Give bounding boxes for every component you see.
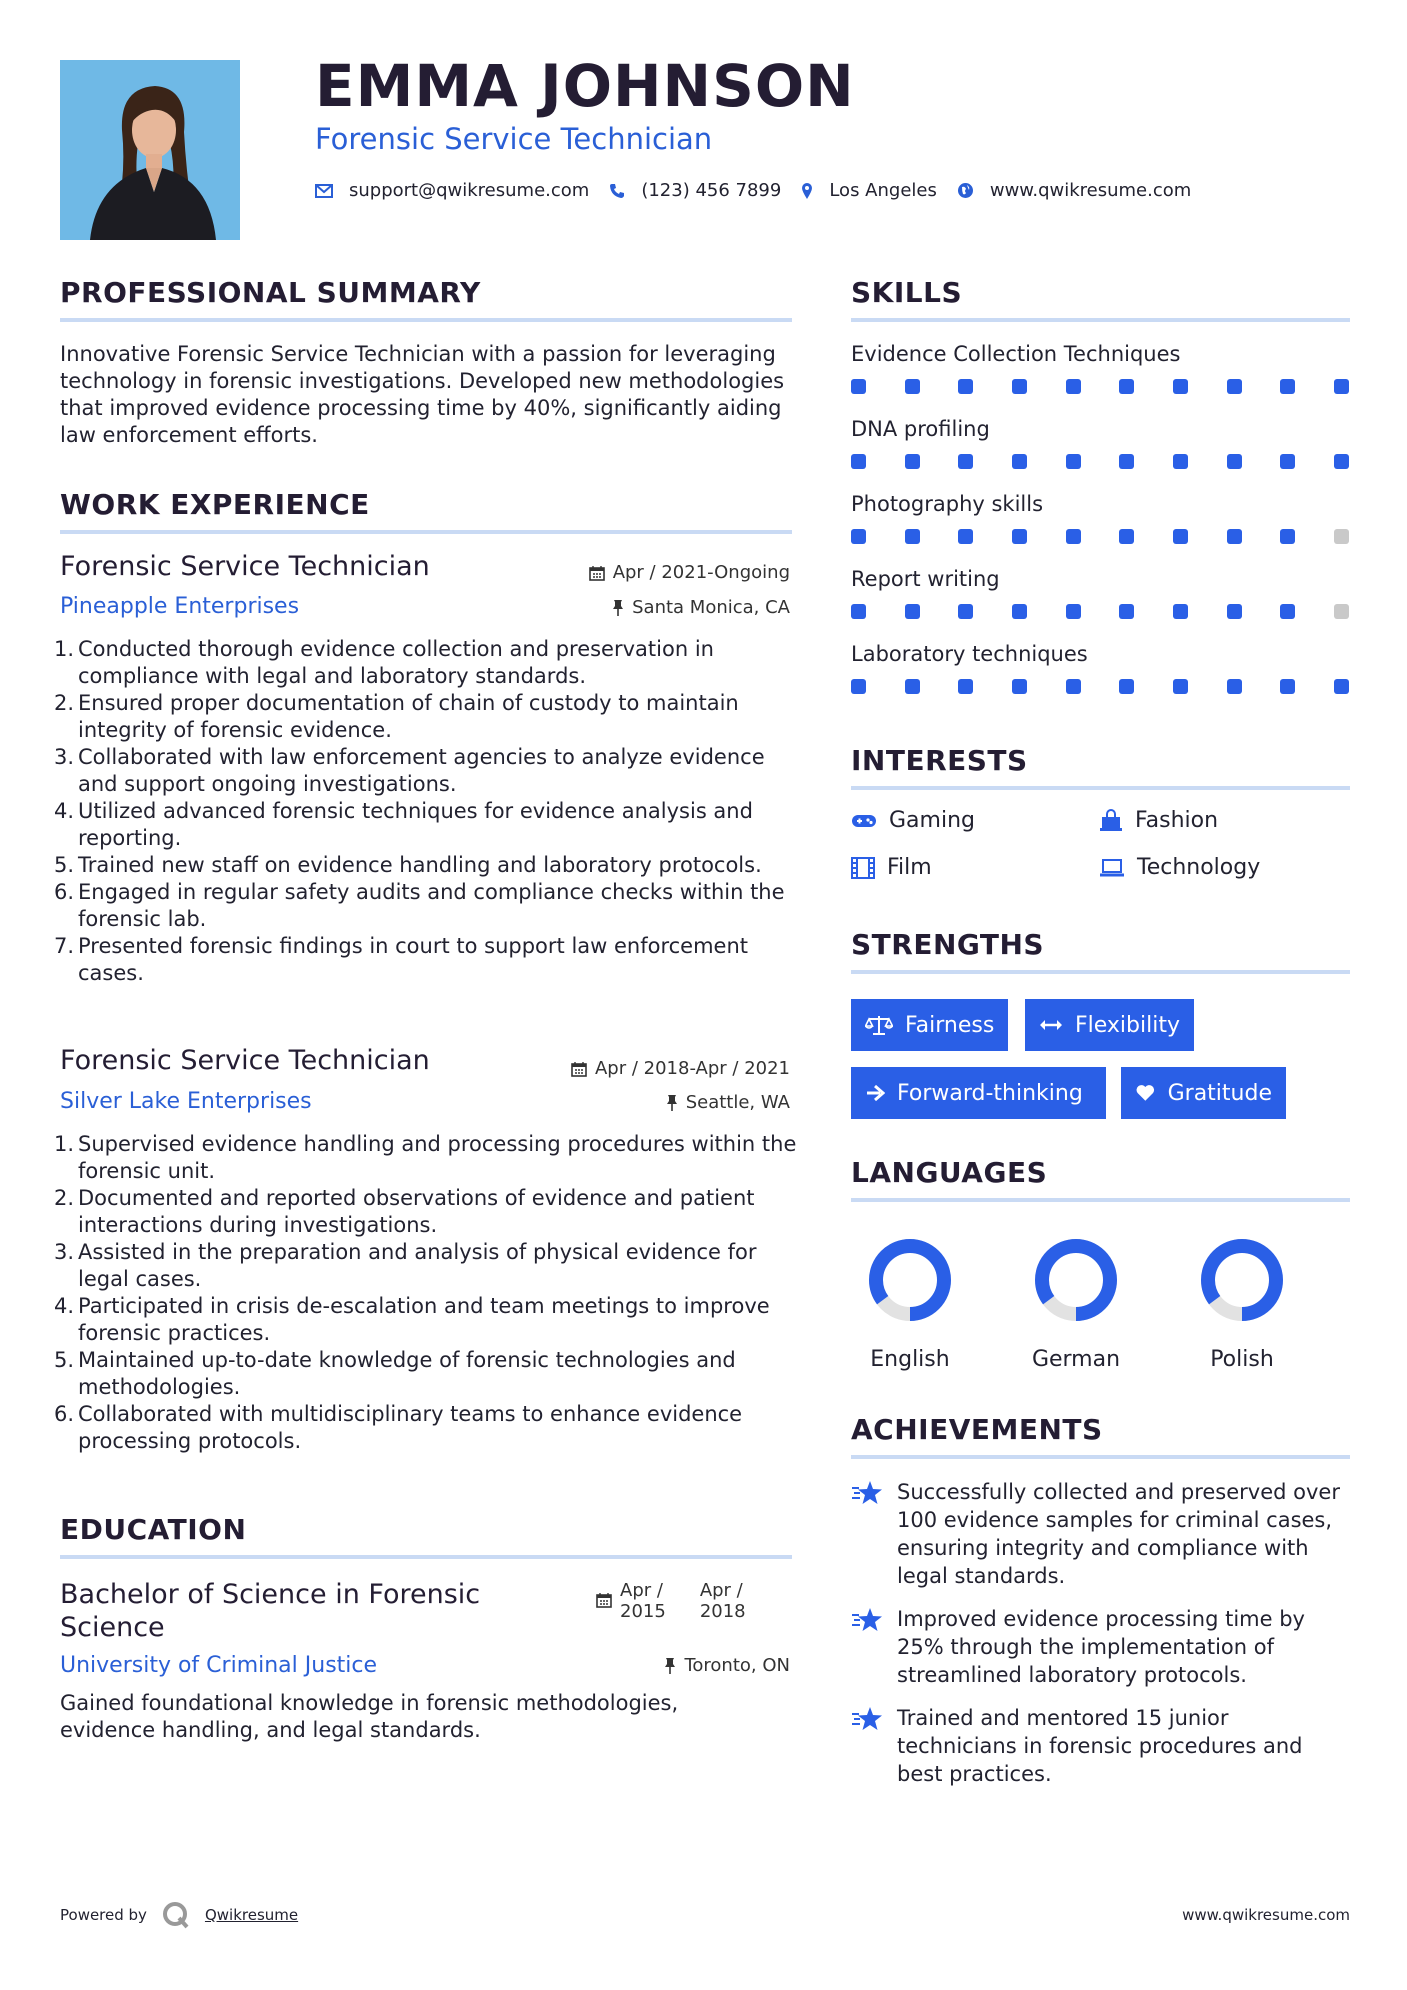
end-year: 2018	[699, 1601, 746, 1622]
skill-dot-filled	[851, 379, 866, 394]
summary-divider	[60, 318, 792, 322]
degree-line: Bachelor of Science in Forensic	[60, 1579, 481, 1610]
skill-dot-filled	[1012, 454, 1027, 469]
brand-link[interactable]: Qwikresume	[204, 1906, 299, 1924]
list-item-text: Documented and reported observations of evidence and patient interactions during investigations.	[78, 1186, 755, 1237]
interest-technology	[1099, 855, 1260, 880]
skills-heading: SKILLS	[851, 276, 963, 309]
job-bullets	[54, 1131, 800, 1455]
summary-heading: PROFESSIONAL SUMMARY	[60, 276, 481, 309]
job-location-text: Seattle, WA	[685, 1092, 790, 1113]
skill-dot-filled	[1119, 679, 1134, 694]
school-name[interactable]: University of Criminal Justice	[60, 1653, 378, 1678]
skill-dot-filled	[1280, 604, 1295, 619]
scale-icon	[865, 1014, 893, 1036]
pushpin-icon	[612, 599, 624, 617]
skill-dot-filled	[1066, 454, 1081, 469]
list-item-text: Conducted thorough evidence collection and preservation in compliance with legal and laboratory standards.	[78, 637, 714, 688]
list-item: 4. Utilized advanced forensic techniques for evidence analysis and reporting.	[54, 799, 753, 850]
skill-dot-filled	[1280, 679, 1295, 694]
skill-dot-filled	[905, 379, 920, 394]
education-location	[664, 1655, 790, 1676]
arrow-right-icon	[865, 1084, 885, 1102]
footer-branding	[60, 1900, 298, 1930]
skill-dot-filled	[1334, 679, 1349, 694]
skill-dot-filled	[1227, 604, 1242, 619]
job-dates	[571, 1058, 790, 1079]
interest-fashion	[1099, 808, 1218, 833]
pushpin-icon	[666, 1094, 678, 1112]
interest-gaming	[851, 808, 975, 833]
strength-tag-gratitude	[1121, 1067, 1286, 1119]
skill-dot-filled	[1173, 379, 1188, 394]
strengths-heading: STRENGTHS	[851, 928, 1045, 961]
strength-label: Gratitude	[1167, 1080, 1272, 1106]
skill-row	[851, 417, 1350, 492]
skill-dot-filled	[1227, 679, 1242, 694]
profile-photo	[60, 60, 240, 240]
contact-website[interactable]	[957, 180, 1191, 201]
powered-by-text: Powered by	[60, 1906, 147, 1924]
map-pin-icon	[801, 182, 813, 200]
strength-tag-fairness	[851, 999, 1008, 1051]
globe-icon	[957, 182, 974, 199]
skill-rating	[851, 529, 1349, 544]
achievement-text: Trained and mentored 15 junior technicians in forensic procedures and best practices.	[897, 1706, 1303, 1786]
interest-label: Fashion	[1135, 808, 1219, 833]
skill-dot-filled	[905, 679, 920, 694]
film-icon	[851, 857, 875, 879]
pushpin-icon	[664, 1657, 676, 1675]
skill-name: Report writing	[851, 567, 1000, 591]
strengths-divider	[851, 970, 1350, 974]
interest-label: Film	[887, 855, 932, 880]
list-item-text: Engaged in regular safety audits and compliance checks within the forensic lab.	[78, 880, 785, 931]
skill-dot-filled	[1173, 604, 1188, 619]
language-proficiency-ring	[1197, 1235, 1287, 1325]
job-title: Forensic Service Technician	[60, 1045, 430, 1076]
interest-label: Gaming	[889, 808, 975, 833]
skill-dot-filled	[958, 529, 973, 544]
contact-bar	[315, 180, 1211, 201]
skill-dot-filled	[1280, 379, 1295, 394]
skill-dot-filled	[905, 529, 920, 544]
experience-divider	[60, 530, 792, 534]
job-dates-text: Apr / 2018-Apr / 2021	[594, 1058, 790, 1079]
list-item-text: Utilized advanced forensic techniques for evidence analysis and reporting.	[78, 799, 753, 850]
list-item: 7. Presented forensic findings in court to support law enforcement cases.	[54, 934, 749, 985]
list-item: 6. Collaborated with multidisciplinary teams to enhance evidence processing protocols.	[54, 1402, 743, 1453]
list-item-text: Ensured proper documentation of chain of custody to maintain integrity of forensic evidence.	[78, 691, 739, 742]
list-item: 5. Trained new staff on evidence handling and laboratory protocols.	[54, 853, 762, 877]
language-proficiency-ring	[1031, 1235, 1121, 1325]
job-dates-text: Apr / 2021-Ongoing	[612, 562, 790, 583]
job-company[interactable]: Pineapple Enterprises	[60, 594, 300, 619]
skill-dot-filled	[958, 604, 973, 619]
list-item: 5. Maintained up-to-date knowledge of forensic technologies and methodologies.	[54, 1348, 736, 1399]
calendar-icon	[589, 565, 605, 581]
email-text: support@qwikresume.com	[349, 180, 590, 201]
list-item: 3. Collaborated with law enforcement agencies to analyze evidence and support ongoing investigations.	[54, 745, 765, 796]
skill-row	[851, 642, 1350, 717]
end-month: Apr /	[699, 1580, 743, 1601]
list-item-text: Maintained up-to-date knowledge of forensic technologies and methodologies.	[78, 1348, 736, 1399]
list-item: 4. Participated in crisis de-escalation and team meetings to improve forensic practices.	[54, 1294, 770, 1345]
language-item	[850, 1235, 970, 1372]
summary-text: Innovative Forensic Service Technician with a passion for leveraging technology in forensic investigations. Developed new methodologies that improved evidence processing time by 40%, significantly aiding law enforcement efforts.	[60, 342, 785, 447]
calendar-icon	[596, 1592, 612, 1608]
strength-label: Flexibility	[1075, 1012, 1180, 1038]
skill-dot-filled	[1227, 379, 1242, 394]
skill-dot-empty	[1334, 529, 1349, 544]
list-item-text: Supervised evidence handling and processing procedures within the forensic unit.	[78, 1132, 797, 1183]
achievement-text: Successfully collected and preserved over 100 evidence samples for criminal cases, ensuring integrity and compliance with legal standards.	[897, 1480, 1340, 1588]
language-name: Polish	[1210, 1347, 1274, 1372]
achievement-text: Improved evidence processing time by 25% through the implementation of streamlined laboratory protocols.	[897, 1607, 1305, 1687]
language-item	[1016, 1235, 1136, 1372]
skill-rating	[851, 679, 1349, 694]
interest-label: Technology	[1137, 855, 1261, 880]
languages-divider	[851, 1198, 1350, 1202]
skill-dot-filled	[1012, 679, 1027, 694]
list-item: 2. Ensured proper documentation of chain of custody to maintain integrity of forensic evidence.	[54, 691, 739, 742]
strength-tag-flexibility	[1025, 999, 1194, 1051]
education-heading: EDUCATION	[60, 1513, 247, 1546]
skills-list	[851, 342, 1350, 717]
skill-dot-filled	[1334, 379, 1349, 394]
skill-dot-empty	[1334, 604, 1349, 619]
website-text: www.qwikresume.com	[989, 180, 1192, 201]
contact-location	[801, 180, 937, 201]
languages-heading: LANGUAGES	[851, 1156, 1048, 1189]
footer-url[interactable]: www.qwikresume.com	[1182, 1906, 1350, 1924]
skill-dot-filled	[1227, 454, 1242, 469]
job-location-text: Santa Monica, CA	[632, 597, 790, 618]
skill-dot-filled	[1173, 679, 1188, 694]
candidate-name: EMMA JOHNSON	[315, 52, 855, 120]
start-year: 2015	[620, 1601, 666, 1622]
skill-rating	[851, 454, 1349, 469]
phone-text: (123) 456 7899	[641, 180, 782, 201]
skill-row	[851, 567, 1350, 642]
skill-dot-filled	[851, 454, 866, 469]
skill-dot-filled	[851, 679, 866, 694]
strength-label: Forward-thinking	[897, 1080, 1083, 1106]
skill-dot-filled	[851, 529, 866, 544]
language-name: English	[870, 1347, 950, 1372]
skill-dot-filled	[1173, 454, 1188, 469]
skill-dot-filled	[1012, 604, 1027, 619]
skill-dot-filled	[1280, 529, 1295, 544]
job-title: Forensic Service Technician	[60, 551, 430, 582]
list-item-text: Collaborated with law enforcement agencies to analyze evidence and support ongoing investigations.	[78, 745, 765, 796]
skill-dot-filled	[1119, 454, 1134, 469]
skill-dot-filled	[958, 454, 973, 469]
start-month: Apr /	[620, 1580, 663, 1601]
qwikresume-logo-icon	[161, 1900, 191, 1930]
interest-film	[851, 855, 932, 880]
skill-name: Evidence Collection Techniques	[851, 342, 1181, 366]
education-dates	[596, 1580, 746, 1622]
skill-dot-filled	[1119, 604, 1134, 619]
interests-heading: INTERESTS	[851, 744, 1028, 777]
list-item: 1. Conducted thorough evidence collection and preservation in compliance with legal and laboratory standards.	[54, 637, 714, 688]
skill-dot-filled	[905, 454, 920, 469]
skill-dot-filled	[1119, 529, 1134, 544]
calendar-icon	[571, 1061, 587, 1077]
education-divider	[60, 1555, 792, 1559]
achievements-heading: ACHIEVEMENTS	[851, 1413, 1103, 1446]
star-icon	[851, 1607, 883, 1633]
skill-dot-filled	[1227, 529, 1242, 544]
list-item: 6. Engaged in regular safety audits and compliance checks within the forensic lab.	[54, 880, 785, 931]
skill-rating	[851, 604, 1349, 619]
strength-label: Fairness	[905, 1012, 995, 1038]
education-description: Gained foundational knowledge in forensic methodologies, evidence handling, and legal standards.	[60, 1691, 679, 1742]
candidate-headline: Forensic Service Technician	[315, 122, 713, 156]
skill-row	[851, 342, 1350, 417]
list-item-text: Collaborated with multidisciplinary teams to enhance evidence processing protocols.	[78, 1402, 743, 1453]
language-item	[1182, 1235, 1302, 1372]
achievement-item	[851, 1704, 1350, 1788]
laptop-icon	[1099, 858, 1125, 878]
education-location-text: Toronto, ON	[684, 1655, 790, 1676]
list-item: 3. Assisted in the preparation and analysis of physical evidence for legal cases.	[54, 1240, 757, 1291]
skill-dot-filled	[1173, 529, 1188, 544]
skills-divider	[851, 318, 1350, 322]
list-item: 2. Documented and reported observations of evidence and patient interactions during investigations.	[54, 1186, 755, 1237]
star-icon	[851, 1706, 883, 1732]
language-proficiency-ring	[865, 1235, 955, 1325]
contact-phone[interactable]	[609, 180, 781, 201]
job-location	[612, 597, 790, 618]
star-icon	[851, 1480, 883, 1506]
contact-email[interactable]	[315, 180, 589, 201]
interests-divider	[851, 786, 1350, 790]
skill-dot-filled	[1066, 679, 1081, 694]
phone-icon	[609, 183, 625, 199]
skill-dot-filled	[1066, 529, 1081, 544]
experience-heading: WORK EXPERIENCE	[60, 488, 370, 521]
list-item-text: Presented forensic findings in court to support law enforcement cases.	[78, 934, 749, 985]
degree-title	[60, 1578, 480, 1644]
shopping-bag-icon	[1099, 809, 1123, 833]
job-dates	[589, 562, 790, 583]
skill-dot-filled	[905, 604, 920, 619]
degree-line: Science	[60, 1612, 165, 1643]
heart-icon	[1135, 1083, 1156, 1103]
achievement-item	[851, 1478, 1350, 1590]
arrows-horizontal-icon	[1039, 1018, 1063, 1032]
skill-dot-filled	[851, 604, 866, 619]
achievements-divider	[851, 1455, 1350, 1459]
skill-dot-filled	[1334, 454, 1349, 469]
job-location	[666, 1092, 790, 1113]
skill-name: Photography skills	[851, 492, 1044, 516]
list-item-text: Assisted in the preparation and analysis of physical evidence for legal cases.	[78, 1240, 757, 1291]
skill-dot-filled	[1280, 454, 1295, 469]
language-name: German	[1031, 1347, 1121, 1372]
skill-dot-filled	[1066, 379, 1081, 394]
location-text: Los Angeles	[829, 180, 937, 201]
skill-dot-filled	[1119, 379, 1134, 394]
skill-dot-filled	[1012, 379, 1027, 394]
envelope-icon	[315, 184, 333, 198]
skill-dot-filled	[958, 679, 973, 694]
skill-row	[851, 492, 1350, 567]
job-bullets	[54, 636, 800, 987]
achievements-list	[851, 1478, 1350, 1788]
strength-tag-forward-thinking	[851, 1067, 1106, 1119]
skill-name: Laboratory techniques	[851, 642, 1088, 666]
job-company[interactable]: Silver Lake Enterprises	[60, 1089, 312, 1114]
list-item: 1. Supervised evidence handling and processing procedures within the forensic unit.	[54, 1132, 797, 1183]
achievement-item	[851, 1605, 1350, 1689]
skill-dot-filled	[1012, 529, 1027, 544]
skill-name: DNA profiling	[851, 417, 990, 441]
skill-dot-filled	[1066, 604, 1081, 619]
list-item-text: Participated in crisis de-escalation and team meetings to improve forensic practices.	[78, 1294, 770, 1345]
list-item-text: Trained new staff on evidence handling and laboratory protocols.	[78, 853, 762, 877]
gamepad-icon	[851, 813, 877, 829]
skill-rating	[851, 379, 1349, 394]
skill-dot-filled	[958, 379, 973, 394]
